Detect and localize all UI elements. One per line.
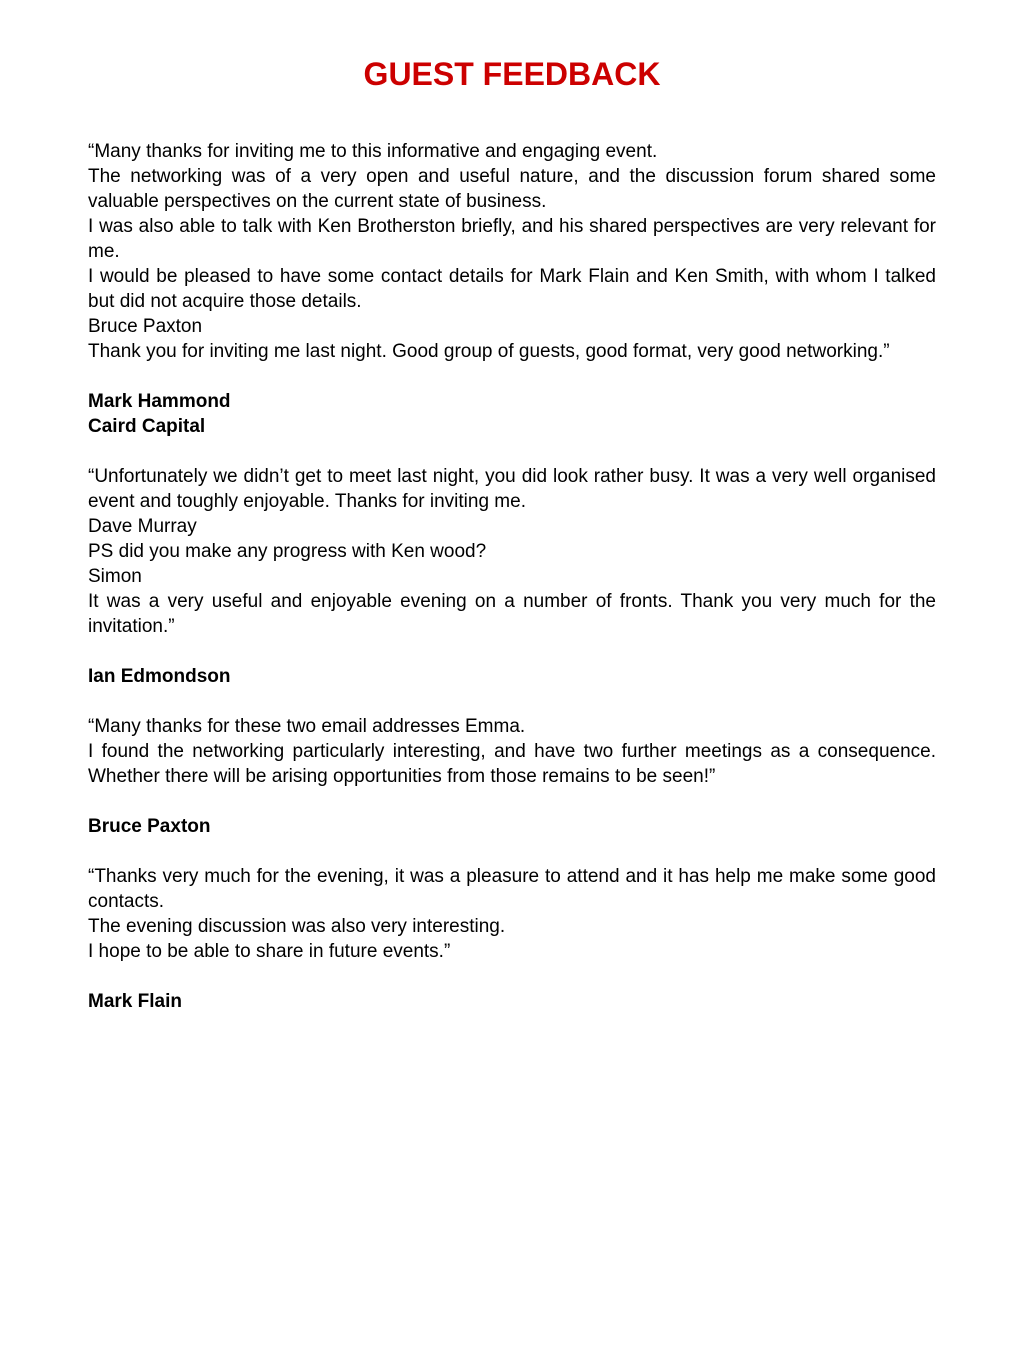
signature-name: Bruce Paxton bbox=[88, 816, 211, 837]
feedback-paragraph: “Many thanks for these two email addresses Emma. bbox=[88, 716, 526, 737]
feedback-signature bbox=[88, 664, 936, 689]
feedback-quote bbox=[88, 139, 936, 364]
feedback-paragraph: I was also able to talk with Ken Brotherston briefly, and his shared perspectives are very relevant for me. bbox=[88, 216, 936, 262]
feedback-paragraph: “Unfortunately we didn’t get to meet last night, you did look rather busy. It was a very well organised event and toughly enjoyable. Thanks for inviting me. bbox=[88, 466, 936, 512]
feedback-paragraph: “Many thanks for inviting me to this informative and engaging event. bbox=[88, 141, 658, 162]
feedback-signature bbox=[88, 989, 936, 1014]
feedback-signature bbox=[88, 814, 936, 839]
feedback-paragraph: I hope to be able to share in future events.” bbox=[88, 941, 451, 962]
feedback-paragraph: I found the networking particularly interesting, and have two further meetings as a consequence. Whether there will be arising opportunities from those remains to be seen!” bbox=[88, 741, 936, 787]
page-title: GUEST FEEDBACK bbox=[363, 56, 661, 92]
feedback-quote bbox=[88, 864, 936, 964]
feedback-paragraph: The evening discussion was also very interesting. bbox=[88, 916, 506, 937]
signature-name: Ian Edmondson bbox=[88, 666, 231, 687]
signature-company: Caird Capital bbox=[88, 416, 206, 437]
feedback-paragraph: PS did you make any progress with Ken wood? bbox=[88, 541, 487, 562]
feedback-quote bbox=[88, 714, 936, 789]
feedback-content bbox=[88, 139, 936, 1039]
feedback-quote bbox=[88, 464, 936, 639]
signature-name: Mark Flain bbox=[88, 991, 182, 1012]
feedback-paragraph: It was a very useful and enjoyable evening on a number of fronts. Thank you very much for the invitation.” bbox=[88, 591, 936, 637]
feedback-paragraph: “Thanks very much for the evening, it was a pleasure to attend and it has help me make some good contacts. bbox=[88, 866, 936, 912]
feedback-paragraph: The networking was of a very open and useful nature, and the discussion forum shared some valuable perspectives on the current state of business. bbox=[88, 166, 936, 212]
feedback-paragraph: Simon bbox=[88, 566, 142, 587]
signature-name: Mark Hammond bbox=[88, 391, 231, 412]
feedback-paragraph: Thank you for inviting me last night. Good group of guests, good format, very good networking.” bbox=[88, 341, 890, 362]
feedback-paragraph: I would be pleased to have some contact details for Mark Flain and Ken Smith, with whom I talked but did not acquire those details. bbox=[88, 266, 936, 312]
feedback-paragraph: Bruce Paxton bbox=[88, 316, 203, 337]
feedback-signature bbox=[88, 389, 936, 439]
feedback-paragraph: Dave Murray bbox=[88, 516, 197, 537]
